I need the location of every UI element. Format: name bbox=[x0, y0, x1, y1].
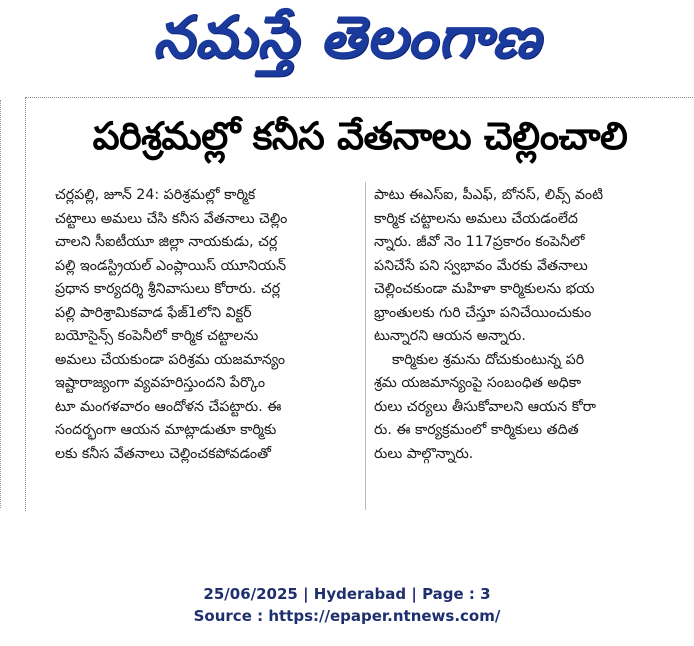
article-headline: పరిశ్రమల్లో కనీస వేతనాలు చెల్లించాలి bbox=[92, 114, 628, 158]
article-line: భ్రాంతులకు గురి చేస్తూ పనిచేయించుకుం bbox=[374, 304, 592, 321]
article-line: చెల్లించకుండా మహిళా కార్మికులను భయ bbox=[374, 281, 595, 297]
column-divider bbox=[365, 182, 366, 510]
article-paragraph-start: కార్మికుల శ్రమను దోచుకుంటున్న పరి bbox=[392, 351, 585, 368]
article-line: టున్నారని ఆయన అన్నారు. bbox=[374, 328, 526, 344]
article-line: పనిచేసే పని స్వభావం మేరకు వేతనాలు bbox=[374, 257, 588, 274]
footer-date-line: 25/06/2025 | Hyderabad | Page : 3 bbox=[203, 585, 491, 603]
article-line: న్నారు. జీవో నెం 117ప్రకారం కంపెనీలో bbox=[374, 234, 585, 250]
article-line: శ్రమ యజమాన్యంపై సంబంధిత అధికా bbox=[374, 375, 582, 391]
newspaper-masthead bbox=[0, 4, 694, 84]
article-line: సందర్భంగా ఆయన మాట్లాడుతూ కార్మికు bbox=[55, 422, 277, 438]
article-line: రు. ఈ కార్యక్రమంలో కార్మికులు తదిత bbox=[374, 422, 579, 438]
article-line: ఇష్టారాజ్యంగా వ్యవహరిస్తుందని పేర్కొం bbox=[55, 375, 266, 391]
article-line: టూ మంగళవారం ఆందోళన చేపట్టారు. ఈ bbox=[55, 398, 282, 415]
article-line: రులు పాల్గొన్నారు. bbox=[374, 445, 474, 462]
article-line: ప్రధాన కార్యదర్శి శ్రీనివాసులు కోరారు. చర్ల bbox=[55, 281, 281, 297]
article-line: లకు కనీస వేతనాలు చెల్లించకపోవడంతో bbox=[55, 445, 271, 462]
article-line: బయోసైన్స్ కంపెనీలో కార్మిక చట్టాలను bbox=[55, 328, 259, 344]
article-column-left bbox=[55, 184, 355, 466]
article-line: చట్టాలు అమలు చేసి కనీస వేతనాలు చెల్లిం bbox=[55, 210, 288, 227]
article-line: పల్లి పారిశ్రామికవాడ ఫేజ్1లోని విక్టర్ bbox=[55, 304, 252, 321]
page-edge-rule bbox=[0, 100, 2, 508]
article-line: చాలని సీఐటీయూ జిల్లా నాయకుడు, చర్ల bbox=[55, 234, 278, 250]
article-line: కార్మిక చట్టాలను అమలు చేయడంలేద bbox=[374, 210, 578, 227]
article-line: పల్లి ఇండస్ట్రియల్ ఎంప్లాయిస్ యూనియన్ bbox=[55, 257, 287, 274]
article-line: చర్లపల్లి, జూన్ 24: పరిశ్రమల్లో కార్మిక bbox=[55, 187, 256, 203]
masthead-logo: నమస్తే తెలంగాణ bbox=[153, 2, 541, 71]
article-line: రులు చర్యలు తీసుకోవాలని ఆయన కోరా bbox=[374, 398, 597, 415]
article-line: పాటు ఈఎస్ఐ, పీఎఫ్, బోనస్, లివ్స్ వంటి bbox=[374, 187, 604, 203]
footer-source-line: Source : https://epaper.ntnews.com/ bbox=[193, 607, 501, 625]
article-line: అమలు చేయకుండా పరిశ్రమ యజమాన్యం bbox=[55, 351, 286, 368]
article-column-right bbox=[374, 184, 677, 466]
